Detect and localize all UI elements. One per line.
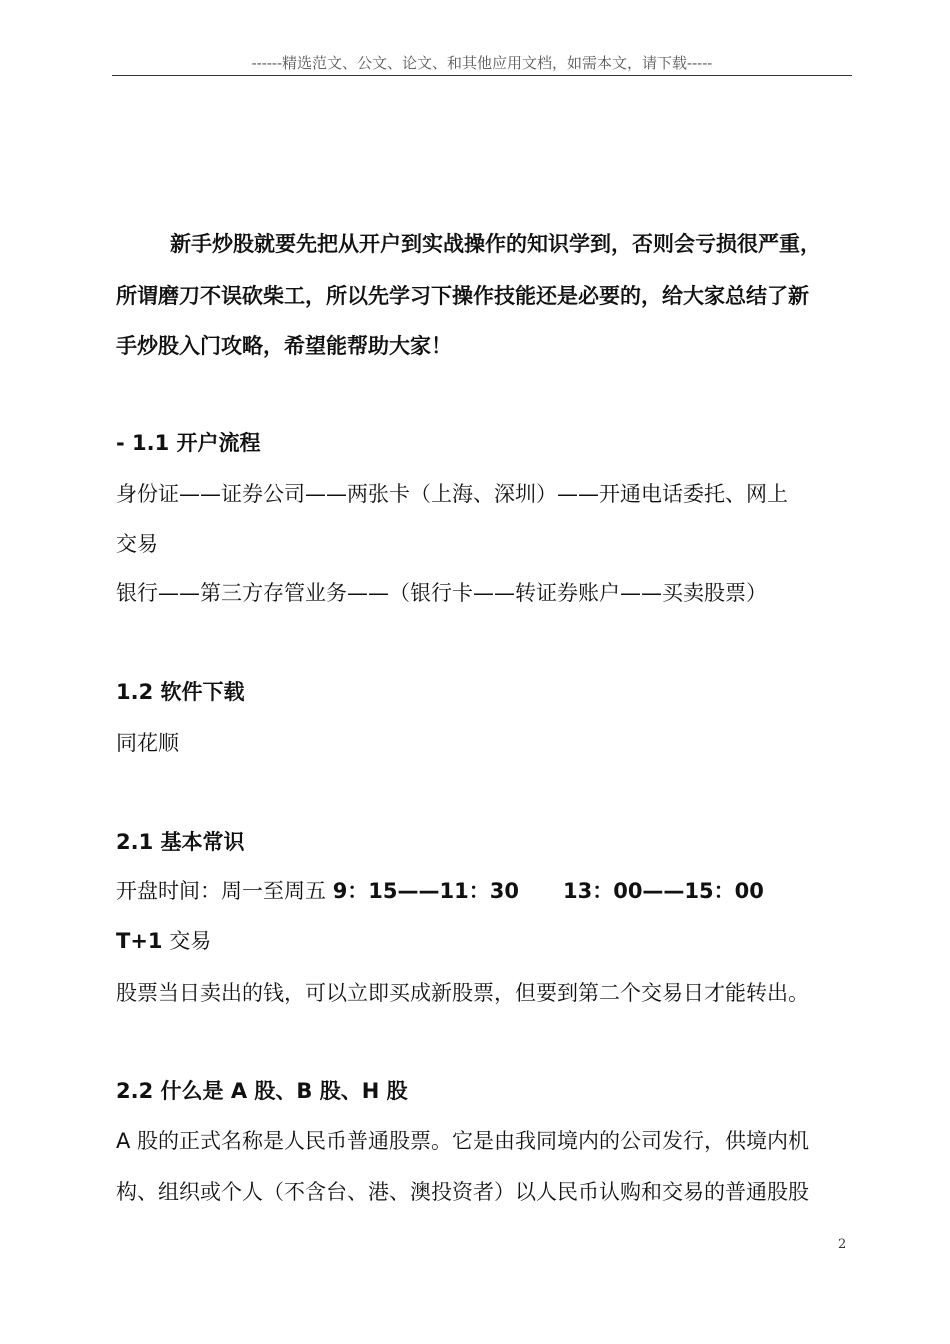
a-share-definition-line-1: A 股的正式名称是人民币普通股票。它是由我同境内的公司发行，供境内机 (116, 1129, 810, 1153)
section-heading-1-2: 1.2 软件下载 (116, 680, 245, 704)
settlement-rule-line: 股票当日卖出的钱，可以立即买成新股票，但要到第二个交易日才能转出。 (116, 981, 809, 1005)
section-heading-1-1: - 1.1 开户流程 (116, 431, 261, 455)
page-header: ------精选范文、公文、论文、和其他应用文档，如需本文，请下载----- (251, 54, 713, 72)
trading-hours-afternoon: 13：00——15：00 (562, 879, 764, 903)
intro-paragraph-line-2: 所谓磨刀不误砍柴工，所以先学习下操作技能还是必要的，给大家总结了新 (116, 284, 809, 308)
t-plus-one-line (116, 929, 211, 953)
section-heading-2-2: 2.2 什么是 A 股、B 股、H 股 (116, 1079, 408, 1103)
t-plus-one-suffix: 交易 (162, 929, 212, 953)
intro-paragraph-line-1: 新手炒股就要先把从开户到实战操作的知识学到，否则会亏损很严重， (170, 232, 821, 256)
intro-paragraph-line-3: 手炒股入门攻略，希望能帮助大家！ (116, 334, 452, 358)
software-name: 同花顺 (116, 731, 179, 755)
a-share-definition-line-2: 构、组织或个人（不含台、港、澳投资者）以人民币认购和交易的普通股股 (116, 1180, 809, 1204)
account-opening-line-2: 交易 (116, 532, 158, 556)
account-opening-line-3: 银行——第三方存管业务——（银行卡——转证券账户——买卖股票） (116, 581, 767, 605)
t-plus-one-label: T+1 (116, 929, 163, 953)
trading-hours-line (116, 879, 764, 903)
section-heading-2-1: 2.1 基本常识 (116, 830, 245, 854)
trading-hours-label: 开盘时间：周一至周五 (116, 879, 333, 903)
trading-hours-morning: 9：15——11：30 (332, 879, 519, 903)
page-number: 2 (838, 1237, 847, 1252)
account-opening-line-1: 身份证——证券公司——两张卡（上海、深圳）——开通电话委托、网上 (116, 482, 788, 506)
header-divider (112, 75, 852, 76)
